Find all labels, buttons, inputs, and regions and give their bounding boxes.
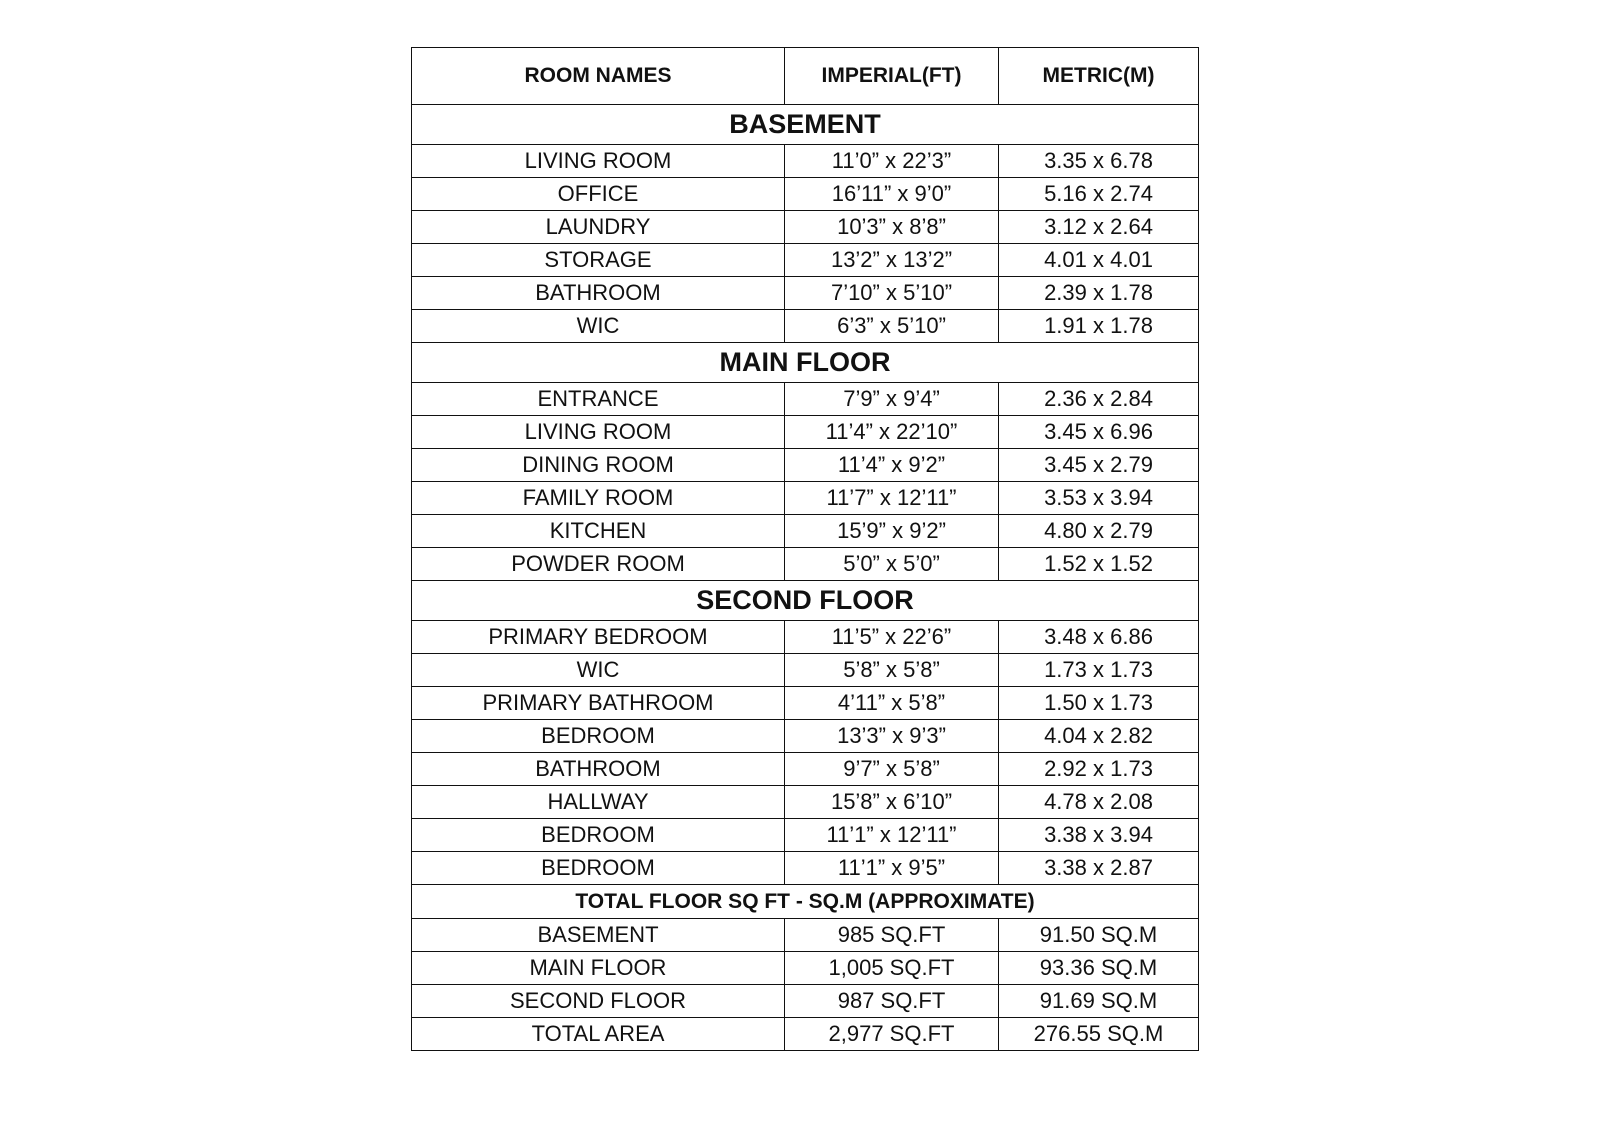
metric-cell: 4.01 x 4.01 [999,244,1199,277]
room-name-cell: FAMILY ROOM [412,482,785,515]
imperial-cell: 9’7” x 5’8” [785,753,999,786]
metric-cell: 3.53 x 3.94 [999,482,1199,515]
metric-cell: 4.78 x 2.08 [999,786,1199,819]
table-row [412,145,1199,178]
imperial-cell: 11’7” x 12’11” [785,482,999,515]
metric-cell: 3.38 x 2.87 [999,852,1199,885]
room-name-cell: LIVING ROOM [412,145,785,178]
imperial-cell: 5’8” x 5’8” [785,654,999,687]
metric-cell: 1.52 x 1.52 [999,548,1199,581]
room-name-cell: MAIN FLOOR [412,952,785,985]
metric-cell: 93.36 SQ.M [999,952,1199,985]
room-name-cell: BEDROOM [412,720,785,753]
room-name-cell: LIVING ROOM [412,416,785,449]
totals-header [412,885,1199,919]
header-metric: METRIC(M) [999,48,1199,105]
section-header [412,105,1199,145]
imperial-cell: 5’0” x 5’0” [785,548,999,581]
room-name-cell: STORAGE [412,244,785,277]
imperial-cell: 13’2” x 13’2” [785,244,999,277]
table-row [412,277,1199,310]
room-name-cell: KITCHEN [412,515,785,548]
metric-cell: 5.16 x 2.74 [999,178,1199,211]
table-row [412,753,1199,786]
table-row [412,654,1199,687]
room-name-cell: WIC [412,310,785,343]
imperial-cell: 11’1” x 12’11” [785,819,999,852]
table-row [412,178,1199,211]
metric-cell: 1.91 x 1.78 [999,310,1199,343]
metric-cell: 276.55 SQ.M [999,1018,1199,1051]
table-row [412,852,1199,885]
imperial-cell: 6’3” x 5’10” [785,310,999,343]
room-name-cell: TOTAL AREA [412,1018,785,1051]
room-name-cell: BASEMENT [412,919,785,952]
table-row [412,548,1199,581]
metric-cell: 91.69 SQ.M [999,985,1199,1018]
room-name-cell: PRIMARY BATHROOM [412,687,785,720]
imperial-cell: 7’9” x 9’4” [785,383,999,416]
room-name-cell: PRIMARY BEDROOM [412,621,785,654]
table-row [412,449,1199,482]
room-name-cell: BEDROOM [412,819,785,852]
imperial-cell: 2,977 SQ.FT [785,1018,999,1051]
section-header [412,343,1199,383]
table-row [412,985,1199,1018]
imperial-cell: 11’4” x 9’2” [785,449,999,482]
metric-cell: 1.50 x 1.73 [999,687,1199,720]
table-row [412,687,1199,720]
metric-cell: 2.92 x 1.73 [999,753,1199,786]
room-name-cell: OFFICE [412,178,785,211]
header-imperial: IMPERIAL(FT) [785,48,999,105]
room-name-cell: BATHROOM [412,277,785,310]
metric-cell: 3.38 x 3.94 [999,819,1199,852]
header-room-names: ROOM NAMES [412,48,785,105]
table-row [412,819,1199,852]
imperial-cell: 11’5” x 22’6” [785,621,999,654]
imperial-cell: 11’1” x 9’5” [785,852,999,885]
imperial-cell: 11’0” x 22’3” [785,145,999,178]
imperial-cell: 985 SQ.FT [785,919,999,952]
table-row [412,720,1199,753]
section-header-title: MAIN FLOOR [412,343,1199,383]
metric-cell: 2.36 x 2.84 [999,383,1199,416]
imperial-cell: 987 SQ.FT [785,985,999,1018]
imperial-cell: 16’11” x 9’0” [785,178,999,211]
section-header-title: BASEMENT [412,105,1199,145]
imperial-cell: 10’3” x 8’8” [785,211,999,244]
imperial-cell: 13’3” x 9’3” [785,720,999,753]
totals-header-title: TOTAL FLOOR SQ FT - SQ.M (APPROXIMATE) [412,885,1199,919]
imperial-cell: 1,005 SQ.FT [785,952,999,985]
metric-cell: 91.50 SQ.M [999,919,1199,952]
room-name-cell: WIC [412,654,785,687]
table-row [412,919,1199,952]
table-body [412,48,1199,1051]
table-row [412,244,1199,277]
metric-cell: 3.45 x 2.79 [999,449,1199,482]
section-header [412,581,1199,621]
table-row [412,952,1199,985]
table-row [412,310,1199,343]
metric-cell: 2.39 x 1.78 [999,277,1199,310]
section-header-title: SECOND FLOOR [412,581,1199,621]
imperial-cell: 7’10” x 5’10” [785,277,999,310]
room-name-cell: BEDROOM [412,852,785,885]
table-row [412,621,1199,654]
table-row [412,211,1199,244]
imperial-cell: 15’8” x 6’10” [785,786,999,819]
room-dimensions-table [411,47,1199,1051]
imperial-cell: 11’4” x 22’10” [785,416,999,449]
metric-cell: 4.80 x 2.79 [999,515,1199,548]
room-name-cell: LAUNDRY [412,211,785,244]
room-name-cell: ENTRANCE [412,383,785,416]
metric-cell: 3.48 x 6.86 [999,621,1199,654]
metric-cell: 3.45 x 6.96 [999,416,1199,449]
room-name-cell: POWDER ROOM [412,548,785,581]
metric-cell: 3.12 x 2.64 [999,211,1199,244]
room-name-cell: BATHROOM [412,753,785,786]
imperial-cell: 15’9” x 9’2” [785,515,999,548]
header-row [412,48,1199,105]
metric-cell: 4.04 x 2.82 [999,720,1199,753]
room-name-cell: DINING ROOM [412,449,785,482]
table-row [412,416,1199,449]
room-name-cell: SECOND FLOOR [412,985,785,1018]
table-row [412,383,1199,416]
room-name-cell: HALLWAY [412,786,785,819]
table-row [412,1018,1199,1051]
table-row [412,482,1199,515]
table-row [412,515,1199,548]
metric-cell: 1.73 x 1.73 [999,654,1199,687]
imperial-cell: 4’11” x 5’8” [785,687,999,720]
metric-cell: 3.35 x 6.78 [999,145,1199,178]
table-row [412,786,1199,819]
